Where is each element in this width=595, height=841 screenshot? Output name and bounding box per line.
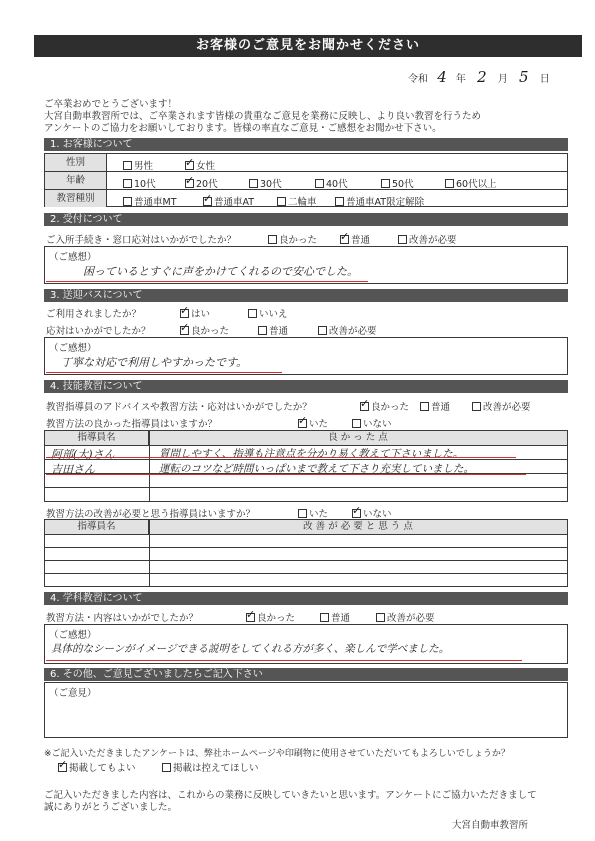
- good-table-header-point: 良 か っ た 点: [149, 431, 567, 445]
- checkbox-icon: [248, 309, 257, 318]
- shuttle-service-option-good[interactable]: ✓ 良かった: [180, 323, 229, 337]
- section-customer-header: 1. お客様について: [44, 138, 568, 151]
- practical-instructor-question: 教習指導員のアドバイスや教習方法・応対はいかがでしたか？: [46, 402, 312, 413]
- checkbox-icon: [268, 235, 277, 244]
- improve-instructor-table: [44, 519, 568, 587]
- shuttle-service-option-needs-improvement[interactable]: 改善が必要: [318, 323, 377, 337]
- other-comment-box[interactable]: [44, 682, 568, 738]
- course-option-motorcycle[interactable]: 二輪車: [277, 194, 317, 208]
- section-academic-header: 4. 学科教習について: [44, 592, 568, 605]
- checkbox-icon: [398, 235, 407, 244]
- underline-mark: [46, 281, 368, 282]
- reception-comment-box: [44, 246, 568, 284]
- survey-title: お客様のご意見をお聞かせください: [34, 35, 582, 57]
- checkbox-icon: [420, 402, 429, 411]
- academic-question: 教習方法・内容はいかがでしたか？: [46, 613, 199, 624]
- reception-option-good[interactable]: 良かった: [268, 232, 317, 246]
- improve-instructor-question: 教習方法の改善が必要と思う指導員はいますか？: [46, 509, 256, 520]
- date-month: 2: [477, 68, 487, 86]
- gender-option-male[interactable]: 男性: [123, 158, 153, 172]
- checkbox-icon: [335, 197, 344, 206]
- checkbox-checked-icon: [185, 161, 194, 170]
- checkbox-icon: [277, 197, 286, 206]
- date-line: [408, 68, 550, 86]
- gender-option-female[interactable]: ✓ 女性: [185, 158, 215, 172]
- divider: [45, 547, 567, 548]
- academic-option-average[interactable]: 普通: [320, 610, 350, 624]
- reception-option-needs-improvement[interactable]: 改善が必要: [398, 232, 457, 246]
- practical-option-good[interactable]: ✓ 良かった: [360, 399, 409, 413]
- academic-comment-box: [44, 624, 568, 664]
- age-option-20s[interactable]: ✓ 20代: [185, 176, 218, 190]
- underline-mark: [46, 457, 516, 458]
- age-option-40s[interactable]: 40代: [315, 176, 348, 190]
- reception-comment: 困っているとすぐに声をかけてくれるので安心でした。: [83, 265, 358, 278]
- customer-table: [44, 153, 568, 207]
- shuttle-use-option-no[interactable]: いいえ: [248, 306, 288, 320]
- course-option-at-limit-removal[interactable]: 普通車AT限定解除: [335, 194, 424, 208]
- improve-table-header-name: 指導員名: [45, 520, 149, 534]
- course-option-mt[interactable]: 普通車MT: [123, 194, 177, 208]
- intro-line-1: ご卒業おめでとうございます！: [44, 99, 178, 110]
- consent-question: ※ご記入いただきましたアンケートは、弊社ホームページや印刷物に使用させていただいてもよろしいでしょうか？: [44, 749, 510, 759]
- age-option-60plus[interactable]: 60代以上: [445, 176, 497, 190]
- shuttle-service-option-average[interactable]: 普通: [258, 323, 288, 337]
- gender-label: 性別: [45, 154, 107, 172]
- checkbox-checked-icon: [352, 509, 361, 518]
- checkbox-checked-icon: [180, 309, 189, 318]
- section-other-header: 6. その他、ご意見ございましたらご記入下さい: [44, 668, 568, 681]
- intro-line-2: 大宮自動車教習所では、ご卒業されます皆様の貴重なご意見を業務に反映し、より良い教習を行うため: [44, 111, 482, 122]
- divider: [45, 573, 567, 574]
- checkbox-icon: [445, 179, 454, 188]
- checkbox-icon: [123, 197, 132, 206]
- good-instructor-point-2: 運転のコツなど時間いっぱいまで教えて下さり充実していました。: [159, 463, 474, 475]
- section-shuttle-header: 3. 送迎バスについて: [44, 289, 568, 302]
- date-era: 令和: [408, 74, 428, 85]
- checkbox-checked-icon: [360, 402, 369, 411]
- checkbox-icon: [258, 326, 267, 335]
- practical-option-average[interactable]: 普通: [420, 399, 450, 413]
- checkbox-checked-icon: [340, 235, 349, 244]
- good-instructor-option-yes[interactable]: ✓ いた: [298, 416, 328, 430]
- comment-label: （ご感想）: [49, 343, 97, 354]
- divider: [149, 431, 150, 501]
- checkbox-icon: [123, 179, 132, 188]
- improve-instructor-option-yes[interactable]: いた: [298, 506, 328, 520]
- checkbox-icon: [162, 763, 171, 772]
- checkbox-checked-icon: [185, 179, 194, 188]
- consent-option-allow[interactable]: ✓掲載してもよい: [58, 760, 136, 774]
- age-option-10s[interactable]: 10代: [123, 176, 156, 190]
- checkbox-checked-icon: [298, 419, 307, 428]
- checkbox-icon: [315, 179, 324, 188]
- good-instructor-name-2: 吉田さん: [51, 463, 95, 476]
- age-option-30s[interactable]: 30代: [249, 176, 282, 190]
- checkbox-checked-icon: [203, 197, 212, 206]
- checkbox-checked-icon: [180, 326, 189, 335]
- checkbox-icon: [376, 613, 385, 622]
- course-option-at[interactable]: ✓ 普通車AT: [203, 194, 254, 208]
- improve-instructor-option-no[interactable]: ✓ いない: [352, 506, 392, 520]
- comment-label: （ご感想）: [49, 252, 97, 263]
- course-type-label: 教習種別: [45, 190, 107, 207]
- underline-mark: [46, 474, 526, 475]
- comment-label: （ご感想）: [49, 630, 97, 641]
- checkbox-checked-icon: [58, 763, 67, 772]
- reception-question: ご入所手続き・窓口応対はいかがでしたか？: [46, 235, 237, 246]
- checkbox-checked-icon: [246, 613, 255, 622]
- intro-line-3: アンケートのご協力をお願いしております。皆様の率直なご意見・ご感想をお聞かせ下さい。: [44, 123, 442, 134]
- date-month-unit: 月: [497, 74, 508, 85]
- section-reception-header: 2. 受付について: [44, 213, 568, 226]
- shuttle-use-question: ご利用されましたか？: [46, 309, 142, 320]
- underline-mark: [46, 660, 522, 661]
- reception-option-average[interactable]: ✓ 普通: [340, 232, 370, 246]
- checkbox-icon: [318, 326, 327, 335]
- shuttle-comment: 丁寧な対応で利用しやすかったです。: [61, 356, 248, 369]
- footer-school-name: 大宮自動車教習所: [452, 820, 529, 831]
- academic-option-needs-improvement[interactable]: 改善が必要: [376, 610, 435, 624]
- shuttle-service-question: 応対はいかがでしたか？: [46, 326, 151, 337]
- date-day: 5: [519, 68, 529, 86]
- good-table-header-name: 指導員名: [45, 431, 149, 445]
- practical-option-needs-improvement[interactable]: 改善が必要: [472, 399, 531, 413]
- section-practical-header: 4. 技能教習について: [44, 380, 568, 393]
- academic-option-good[interactable]: ✓ 良かった: [246, 610, 295, 624]
- closing-line-1: ご記入いただきました内容は、これからの業務に反映していきたいと思います。アンケートにご協力いただきまして: [44, 790, 537, 801]
- good-instructor-option-no[interactable]: いない: [352, 416, 392, 430]
- divider: [45, 560, 567, 561]
- checkbox-icon: [320, 613, 329, 622]
- checkbox-icon: [249, 179, 258, 188]
- age-option-50s[interactable]: 50代: [381, 176, 414, 190]
- age-label: 年齢: [45, 172, 107, 190]
- divider: [149, 520, 150, 586]
- good-instructor-point-1: 質問しやすく、指導も注意点を分かり易く教えて下さいました。: [159, 448, 464, 460]
- closing-line-2: 誠にありがとうございました。: [44, 802, 178, 813]
- date-year-unit: 年: [455, 74, 466, 85]
- good-instructor-table: [44, 430, 568, 502]
- date-day-unit: 日: [539, 74, 550, 85]
- checkbox-icon: [123, 161, 132, 170]
- improve-table-header-point: 改 善 が 必 要 と 思 う 点: [149, 520, 567, 534]
- checkbox-icon: [472, 402, 481, 411]
- academic-comment: 具体的なシーンがイメージできる説明をしてくれる方が多く、楽しんで学べました。: [51, 643, 450, 655]
- shuttle-use-option-yes[interactable]: ✓ はい: [180, 306, 210, 320]
- underline-mark: [46, 372, 282, 373]
- checkbox-icon: [381, 179, 390, 188]
- good-instructor-name-1: 阿部(大)さん: [51, 448, 115, 461]
- date-year: 4: [437, 68, 447, 86]
- consent-option-decline[interactable]: 掲載は控えてほしい: [162, 760, 259, 774]
- comment-label: （ご意見）: [49, 688, 97, 699]
- divider: [45, 487, 567, 488]
- checkbox-icon: [352, 419, 361, 428]
- divider: [45, 534, 567, 535]
- checkbox-icon: [298, 509, 307, 518]
- shuttle-comment-box: [44, 337, 568, 375]
- good-instructor-question: 教習方法の良かった指導員はいますか？: [46, 419, 218, 430]
